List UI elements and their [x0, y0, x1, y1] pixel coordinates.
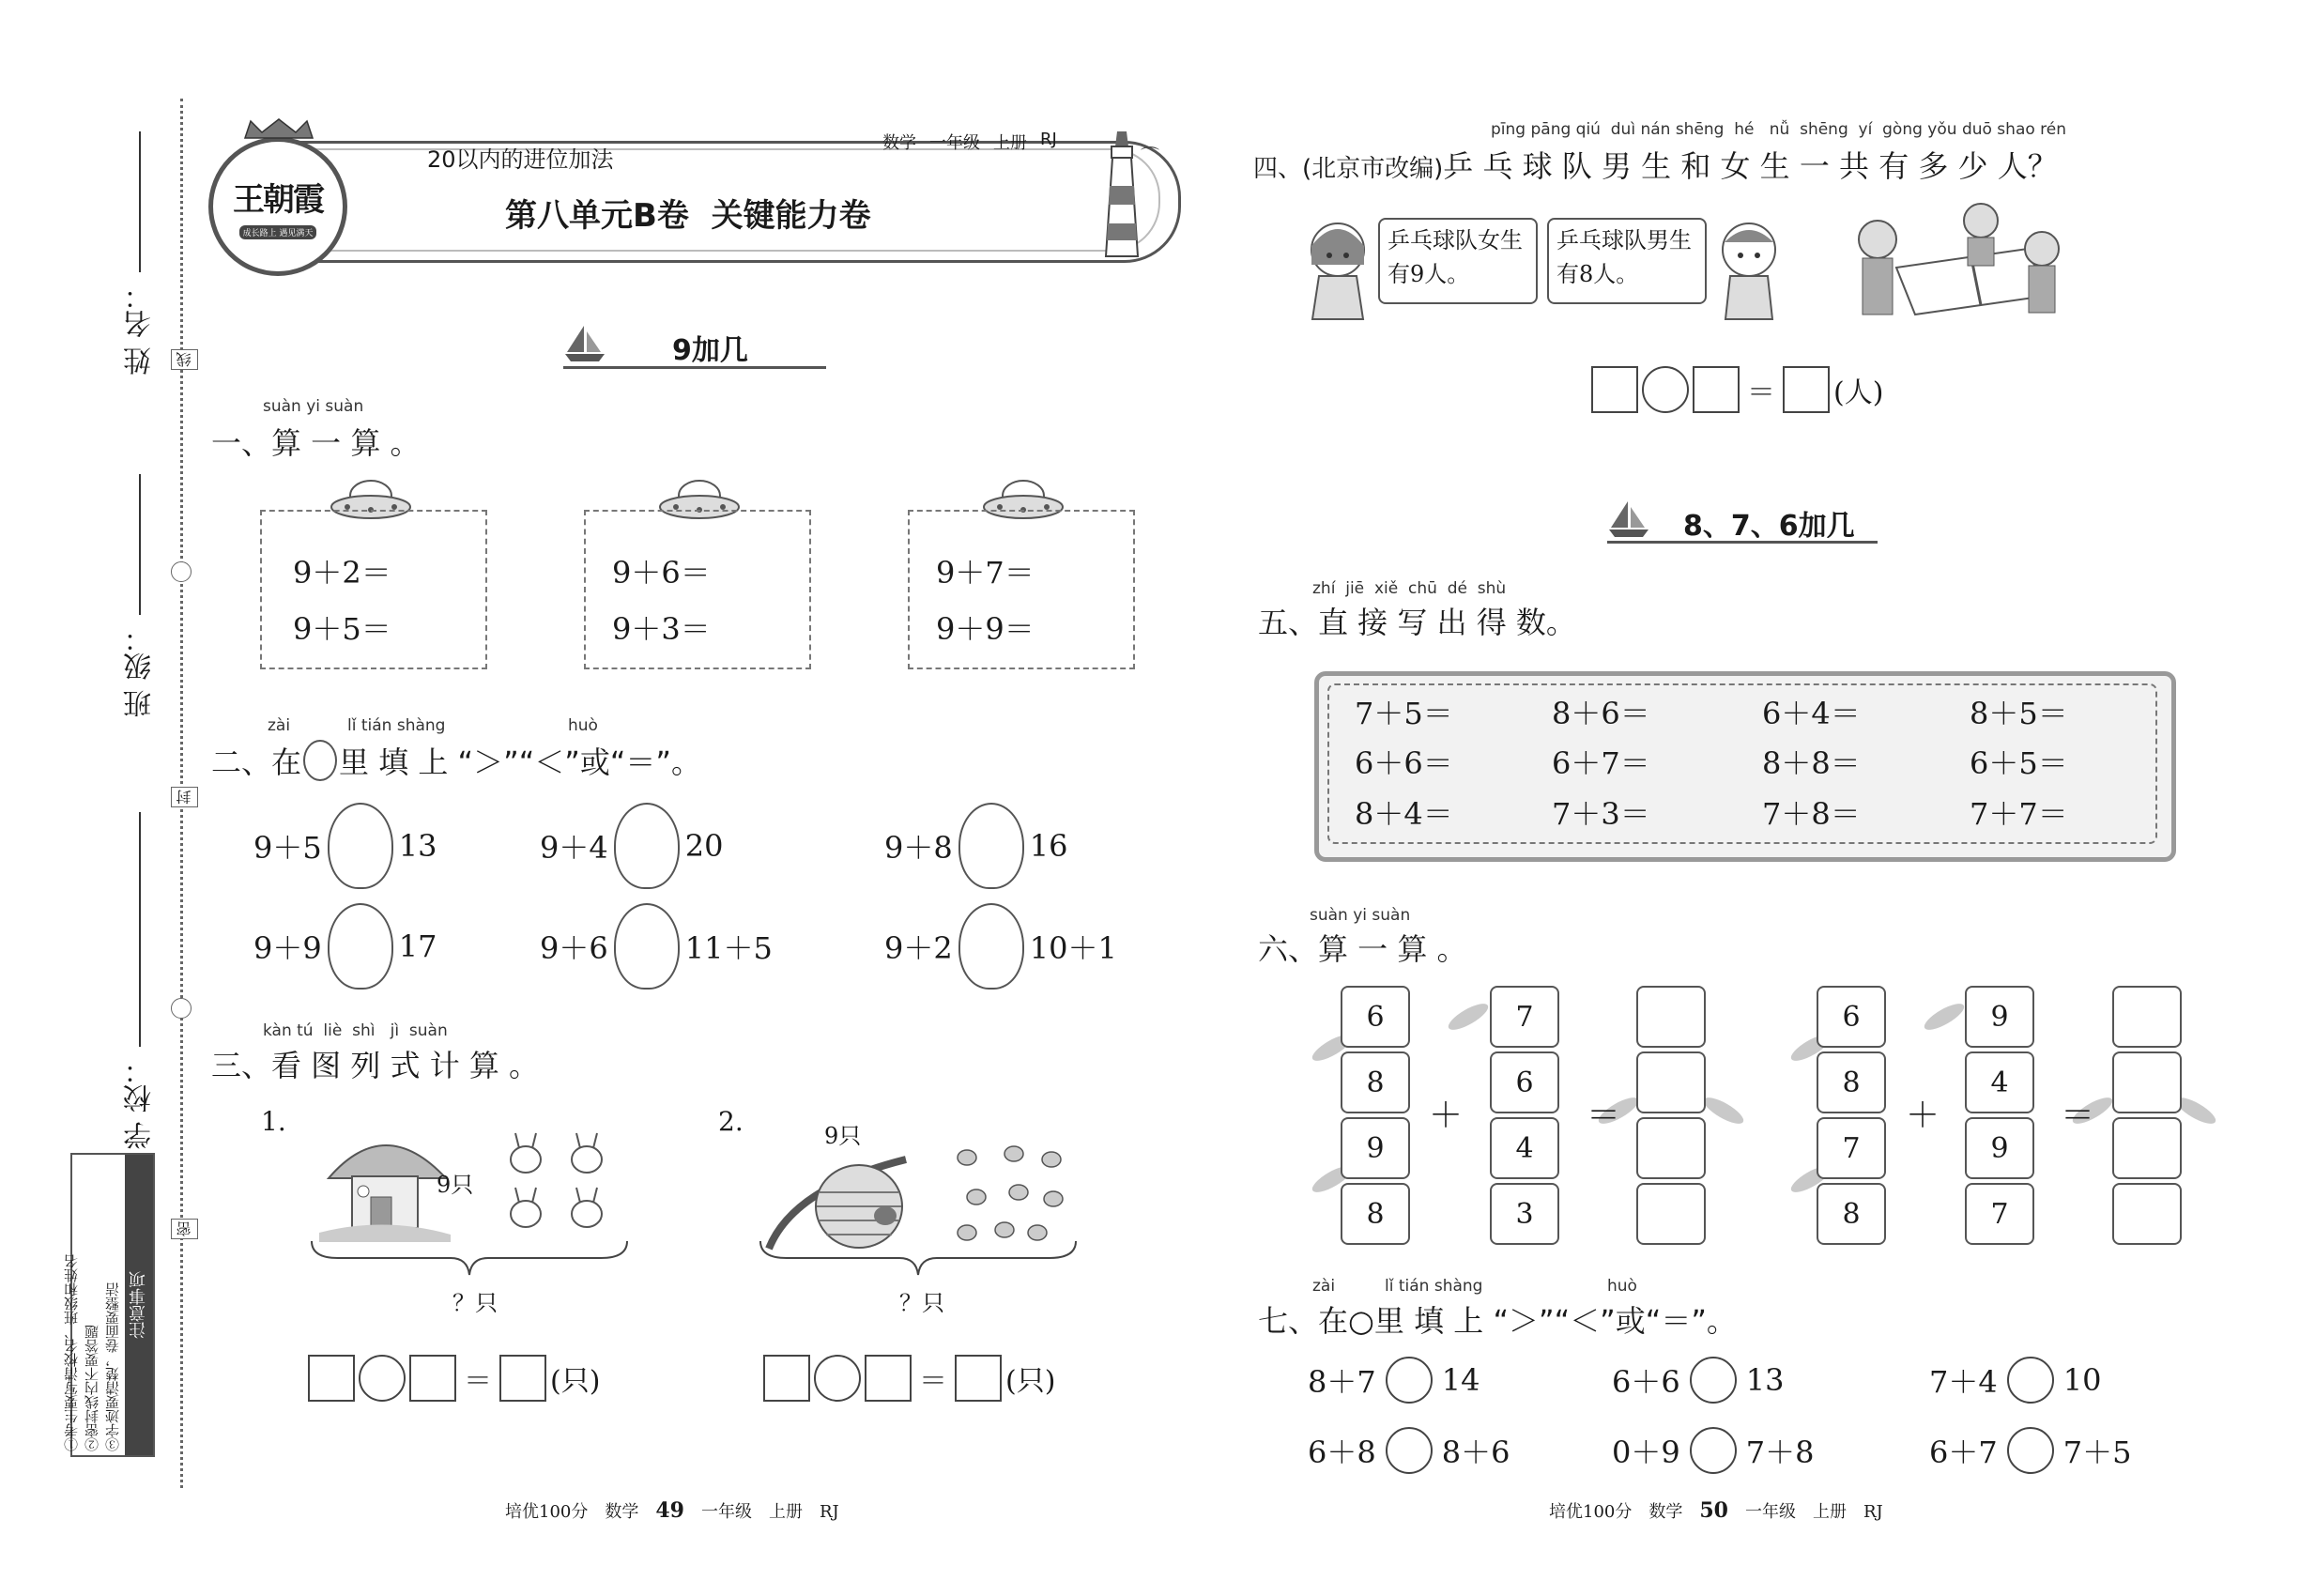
bamboo-answer-segment[interactable] — [1636, 986, 1706, 1048]
bamboo-segment: 6 — [1341, 986, 1410, 1048]
equals-sign: ＝ — [1587, 1097, 1621, 1135]
left-footer — [505, 1498, 839, 1523]
operator-circle[interactable] — [814, 1355, 861, 1402]
answer-box[interactable] — [955, 1355, 1002, 1402]
seagull-icon: ⌒ — [1141, 145, 1159, 167]
problem-number: 2. — [718, 1106, 744, 1137]
answer-box[interactable] — [409, 1355, 456, 1402]
bamboo-segment: 7 — [1490, 986, 1559, 1048]
section-underline — [563, 366, 826, 369]
compare-circle[interactable] — [2007, 1357, 2054, 1404]
bamboo-segment: 6 — [1490, 1051, 1559, 1113]
answer-box[interactable] — [308, 1355, 355, 1402]
compare-left: 9＋5 — [253, 830, 322, 866]
compare-item — [540, 803, 723, 889]
bamboo-segment: 3 — [1490, 1183, 1559, 1245]
q2-title-a: 二、在 — [211, 744, 302, 780]
meta-subject: 数学 — [882, 133, 916, 153]
section-underline — [1607, 541, 1878, 544]
q5-title: 五、直 接 写 出 得 数。 — [1258, 605, 1576, 640]
q2-title-b: 里 填 上 “＞”“＜”或“＝”。 — [339, 744, 702, 780]
footer-subject: 数学 — [1648, 1502, 1683, 1522]
compare-circle[interactable] — [1386, 1427, 1433, 1474]
q1-pinyin: suàn yi suàn — [263, 397, 364, 416]
unit-label: (人) — [1833, 376, 1884, 409]
compare-circle[interactable] — [1386, 1357, 1433, 1404]
q4-title-tag: 四、(北京市改编) — [1253, 155, 1444, 183]
answer-box[interactable] — [1693, 366, 1740, 413]
compare-item — [253, 903, 437, 990]
footer-grade: 一年级 — [700, 1502, 752, 1522]
q3-title: 三、看 图 列 式 计 算 。 — [211, 1048, 540, 1083]
q7-pinyin: zài — [1312, 1277, 1336, 1296]
curly-brace — [310, 1239, 629, 1281]
meta-term: 上册 — [993, 133, 1027, 153]
bamboo-answer-column — [1636, 986, 1706, 1249]
equation-row — [763, 1355, 1055, 1402]
bamboo-answer-segment[interactable] — [1636, 1051, 1706, 1113]
q7-title: 七、在○里 填 上 “＞”“＜”或“＝”。 — [1258, 1303, 1737, 1339]
q4-pinyin: pīng pāng qiú duì nán shēng hé nǚ shēng yí gòng yǒu duō shao rén — [1491, 120, 2067, 139]
calc-item: 7＋5＝ — [1355, 696, 1453, 731]
bamboo-answer-column — [2112, 986, 2182, 1249]
footer-term: 上册 — [768, 1502, 803, 1522]
bamboo-segment: 4 — [1965, 1051, 2034, 1113]
bamboo-column — [1341, 986, 1410, 1249]
bamboo-segment: 7 — [1965, 1183, 2034, 1245]
bamboo-segment: 9 — [1341, 1117, 1410, 1179]
compare-item — [1929, 1427, 2131, 1474]
right-footer — [1549, 1498, 1883, 1523]
seal-mark-line: 线 — [171, 349, 198, 370]
equals-sign: ＝ — [464, 1365, 492, 1398]
q4-title-row — [1253, 143, 2058, 186]
question-label: ？只 — [452, 1290, 498, 1316]
bamboo-answer-segment[interactable] — [2112, 986, 2182, 1048]
compare-left: 9＋9 — [253, 930, 322, 966]
compare-oval[interactable] — [614, 803, 680, 889]
school-label: 学 校： — [124, 1056, 157, 1150]
notes-box — [63, 1153, 155, 1457]
compare-right: 10 — [2062, 1362, 2102, 1398]
compare-right: 17 — [398, 928, 437, 964]
compare-left: 9＋2 — [884, 930, 953, 966]
equation-row — [1591, 366, 1883, 413]
calc-item: 9＋2＝ — [293, 555, 391, 591]
compare-right: 14 — [1441, 1362, 1480, 1398]
footer-grade: 一年级 — [1744, 1502, 1796, 1522]
compare-right: 13 — [1745, 1362, 1785, 1398]
bamboo-segment: 8 — [1817, 1051, 1886, 1113]
footer-edition: RJ — [1863, 1502, 1883, 1522]
plus-sign: ＋ — [1429, 1097, 1464, 1135]
count-label: 9只 — [437, 1172, 474, 1198]
equals-sign: ＝ — [2061, 1097, 2095, 1135]
compare-item — [1612, 1357, 1784, 1404]
meta-edition: RJ — [1040, 130, 1057, 149]
q2-title — [211, 739, 701, 782]
meta-grade: 一年级 — [929, 133, 980, 153]
answer-box[interactable] — [1783, 366, 1830, 413]
bamboo-segment: 6 — [1817, 986, 1886, 1048]
compare-circle[interactable] — [1690, 1427, 1737, 1474]
logo-tagline: 成长路上 遇见满天 — [239, 225, 317, 239]
oval-symbol-icon — [303, 740, 337, 781]
compare-item — [884, 903, 1117, 990]
rabbits-icon — [493, 1131, 624, 1243]
bamboo-segment: 7 — [1817, 1117, 1886, 1179]
bamboo-answer-segment[interactable] — [1636, 1117, 1706, 1179]
unit-label: (只) — [1005, 1365, 1056, 1398]
speech-bubble-boy: 乒乓球队男生有8人。 — [1547, 218, 1707, 304]
calc-item: 6＋6＝ — [1355, 745, 1453, 781]
calc-item: 7＋8＝ — [1762, 796, 1861, 832]
bamboo-answer-segment[interactable] — [2112, 1051, 2182, 1113]
note-item: ①考生要写清校名、班级和姓名 — [63, 1254, 80, 1451]
compare-left: 6＋7 — [1929, 1435, 1998, 1470]
girl-icon — [1296, 218, 1380, 325]
calc-item: 9＋6＝ — [612, 555, 711, 591]
bamboo-segment: 8 — [1341, 1183, 1410, 1245]
bamboo-answer-segment[interactable] — [1636, 1183, 1706, 1245]
bamboo-segment: 9 — [1965, 1117, 2034, 1179]
seal-circle-1 — [171, 561, 192, 582]
seal-mark-secret: 密 — [171, 1219, 198, 1239]
footer-term: 上册 — [1812, 1502, 1847, 1522]
operator-circle[interactable] — [1642, 366, 1689, 413]
calc-item: 9＋7＝ — [936, 555, 1035, 591]
compare-oval[interactable] — [958, 803, 1024, 889]
logo-text: 王朝霞 — [233, 181, 323, 219]
footer-subject: 数学 — [605, 1502, 639, 1522]
bamboo-segment: 4 — [1490, 1117, 1559, 1179]
bamboo-column — [1965, 986, 2034, 1249]
calc-item: 8＋4＝ — [1355, 796, 1453, 832]
bamboo-answer-segment[interactable] — [2112, 1117, 2182, 1179]
bees-icon — [948, 1141, 1070, 1248]
answer-box[interactable] — [499, 1355, 546, 1402]
compare-right: 13 — [398, 828, 437, 864]
bamboo-segment: 9 — [1965, 986, 2034, 1048]
compare-item — [1612, 1427, 1814, 1474]
q6-pinyin: suàn yi suàn — [1310, 906, 1411, 925]
compare-right: 20 — [684, 828, 724, 864]
equals-sign: ＝ — [919, 1365, 947, 1398]
operator-circle[interactable] — [359, 1355, 406, 1402]
note-item: ③字迹要清楚，卷面要整洁 — [104, 1282, 121, 1451]
compare-left: 6＋8 — [1308, 1435, 1376, 1470]
compare-item — [884, 803, 1067, 889]
bamboo-leaf-icon — [1445, 999, 1492, 1035]
sailboat-icon — [1607, 499, 1650, 543]
mushroom-house-icon — [314, 1122, 455, 1248]
compare-item — [1929, 1357, 2101, 1404]
page-number: 49 — [655, 1498, 684, 1523]
compare-left: 8＋7 — [1308, 1364, 1376, 1400]
calc-item: 6＋5＝ — [1970, 745, 2068, 781]
compare-right: 10＋1 — [1029, 930, 1117, 966]
q4-title: 乒 乓 球 队 男 生 和 女 生 一 共 有 多 少 人？ — [1443, 148, 2058, 184]
topic-label: 20以内的进位加法 — [427, 146, 614, 173]
grade-meta — [882, 130, 1057, 154]
bamboo-column — [1490, 986, 1559, 1249]
compare-circle[interactable] — [1690, 1357, 1737, 1404]
compare-oval[interactable] — [328, 903, 393, 990]
answer-box[interactable] — [865, 1355, 912, 1402]
bamboo-answer-segment[interactable] — [2112, 1183, 2182, 1245]
bamboo-leaf-icon — [1921, 999, 1968, 1035]
q3-pinyin: kàn tú liè shì jì suàn — [263, 1021, 448, 1040]
q7-pinyin: lǐ tián shàng — [1385, 1277, 1483, 1296]
bamboo-segment: 8 — [1817, 1183, 1886, 1245]
footer-edition: RJ — [819, 1502, 839, 1522]
answer-box[interactable] — [1591, 366, 1638, 413]
compare-left: 0＋9 — [1612, 1435, 1680, 1470]
name-field[interactable] — [139, 131, 141, 272]
compare-right: 8＋6 — [1441, 1435, 1510, 1470]
q2-pinyin: huò — [568, 716, 598, 735]
compare-right: 16 — [1029, 828, 1068, 864]
crown-icon — [241, 117, 316, 140]
class-field[interactable] — [139, 474, 141, 615]
curly-brace — [759, 1239, 1078, 1281]
compare-left: 9＋8 — [884, 830, 953, 866]
calc-item: 7＋7＝ — [1970, 796, 2068, 832]
q2-pinyin: lǐ tián shàng — [347, 716, 446, 735]
seal-circle-2 — [171, 998, 192, 1019]
calc-item: 8＋5＝ — [1970, 696, 2068, 731]
calc-item: 6＋4＝ — [1762, 696, 1861, 731]
sailboat-icon — [563, 324, 606, 367]
section-title: 8、7、6加几 — [1683, 510, 1855, 543]
seal-mark-seal: 封 — [171, 787, 198, 807]
calc-item: 7＋3＝ — [1552, 796, 1650, 832]
compare-right: 7＋8 — [1745, 1435, 1815, 1470]
speech-bubble-girl: 乒乓球队女生有9人。 — [1378, 218, 1538, 304]
compare-left: 7＋4 — [1929, 1364, 1998, 1400]
bamboo-column — [1817, 986, 1886, 1249]
q6-title: 六、算 一 算 。 — [1258, 931, 1467, 967]
calc-item: 6＋7＝ — [1552, 745, 1650, 781]
q1-title: 一、算 一 算 。 — [211, 425, 421, 461]
compare-item — [1308, 1357, 1480, 1404]
footer-series: 培优100分 — [505, 1502, 589, 1522]
compare-right: 11＋5 — [684, 930, 773, 966]
count-label: 9只 — [824, 1123, 862, 1149]
compare-item — [1308, 1427, 1510, 1474]
boy-icon — [1707, 218, 1791, 325]
bamboo-leaf-icon — [1700, 1093, 1747, 1128]
note-item: ②密封线内不要答题 — [84, 1325, 100, 1451]
notes-title: 注意事项 — [125, 1155, 153, 1455]
calc-item: 9＋5＝ — [293, 611, 391, 647]
compare-circle[interactable] — [2007, 1427, 2054, 1474]
compare-item — [540, 903, 773, 990]
compare-left: 9＋4 — [540, 830, 608, 866]
q7-pinyin: huò — [1607, 1277, 1637, 1296]
bamboo-segment: 8 — [1341, 1051, 1410, 1113]
compare-left: 9＋6 — [540, 930, 608, 966]
compare-oval[interactable] — [958, 903, 1024, 990]
answer-box[interactable] — [763, 1355, 810, 1402]
problem-number: 1. — [261, 1106, 286, 1137]
logo-badge — [208, 137, 347, 276]
school-field[interactable] — [139, 812, 141, 1047]
page-number: 50 — [1699, 1498, 1728, 1523]
calc-item: 8＋8＝ — [1762, 745, 1861, 781]
q2-pinyin: zài — [268, 716, 291, 735]
equation-row — [308, 1355, 600, 1402]
compare-oval[interactable] — [328, 803, 393, 889]
paper-title: 第八单元B卷 关键能力卷 — [505, 197, 871, 235]
plus-sign: ＋ — [1906, 1097, 1940, 1135]
name-label: 姓 名： — [124, 282, 157, 376]
q5-pinyin: zhí jiē xiě chū dé shù — [1312, 579, 1507, 598]
calc-item: 9＋9＝ — [936, 611, 1035, 647]
compare-item — [253, 803, 437, 889]
compare-left: 6＋6 — [1612, 1364, 1680, 1400]
ping-pong-players-icon — [1840, 192, 2065, 337]
section-title: 9加几 — [672, 334, 748, 367]
compare-oval[interactable] — [614, 903, 680, 990]
compare-right: 7＋5 — [2062, 1435, 2132, 1470]
calc-item: 8＋6＝ — [1552, 696, 1650, 731]
unit-label: (只) — [550, 1365, 601, 1398]
calc-item: 9＋3＝ — [612, 611, 711, 647]
equals-sign: ＝ — [1747, 376, 1775, 409]
footer-series: 培优100分 — [1549, 1502, 1633, 1522]
question-label: ？只 — [899, 1290, 944, 1316]
class-label: 班 级： — [124, 624, 157, 718]
